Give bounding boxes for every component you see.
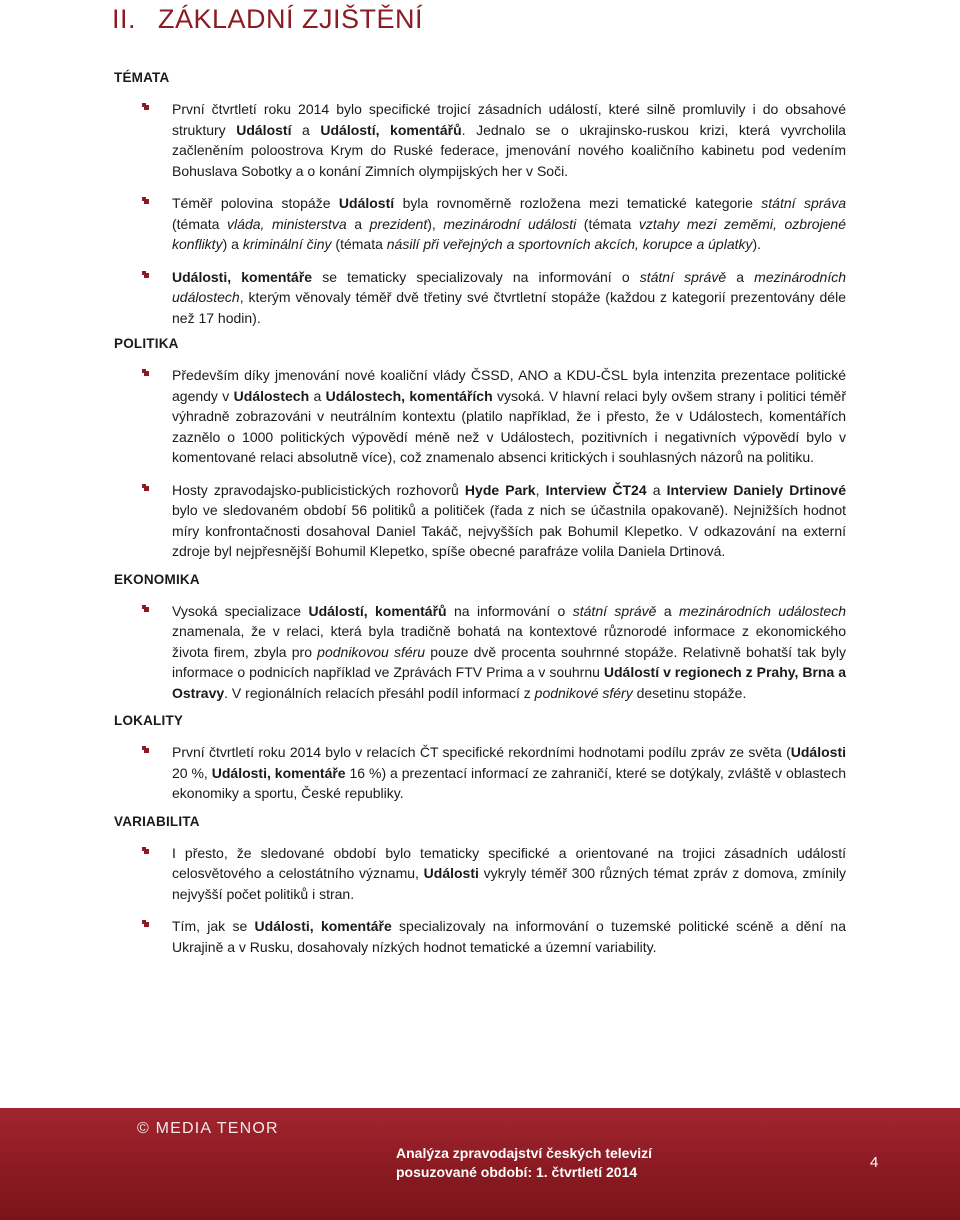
report-period: posuzované období: 1. čtvrtletí 2014	[396, 1164, 638, 1180]
section-politika	[114, 336, 846, 562]
bullet-icon	[144, 486, 149, 491]
section-ekonomika	[114, 572, 846, 704]
section-temata	[114, 70, 846, 328]
bullet-list	[114, 365, 846, 562]
bold-run: Událostí v regionech z Prahy, Brna a Ostravy	[172, 664, 846, 701]
bold-run: Událostí	[338, 195, 395, 211]
report-info	[396, 1144, 652, 1182]
bullet-text: Hosty zpravodajsko-publicistických rozhovorů Hyde Park, Interview ČT24 a Interview Daniely Drtinové bylo ve sledovaném období 56 politiků a političek (řada z nich se účastnila opakovaně). Nejnižších hodnot míry konfrontačnosti dosahoval Daniel Takáč, nejvyšších pak Bohumil Klepetko. V odkazování na externí zdroje byl nejpřesnější Bohumil Klepetko, spíše obecné parafráze volila Daniela Drtinová.	[172, 481, 847, 559]
bullet-list	[114, 843, 846, 958]
bold-run: Hyde Park	[464, 481, 536, 498]
bullet-text: Téměř polovina stopáže Událostí byla rovnoměrně rozložena mezi tematické kategorie státní správa (témata vláda, ministerstva a prezident), mezinárodní události (témata vztahy mezi zeměmi, ozbrojené konflikty) a kriminální činy (témata násilí při veřejných a sportovních akcích, korupce a úplatky).	[172, 195, 846, 252]
italic-run: mezinárodních událostech	[679, 602, 847, 619]
bold-run: Interview ČT24	[545, 481, 647, 498]
bullet-item	[114, 843, 846, 905]
italic-run: vztahy mezi zeměmi, ozbrojené konflikty	[172, 215, 846, 252]
italic-run: kriminální činy	[242, 236, 332, 252]
bullet-icon	[144, 273, 149, 278]
section-heading: POLITIKA	[114, 336, 179, 351]
italic-run: podnikovou sféru	[317, 643, 426, 660]
bullet-text: Především díky jmenování nové koaliční vlády ČSSD, ANO a KDU-ČSL byla intenzita prezentace politické agendy v Událostech a Událostech, komentářích vysoká. V hlavní relaci byly ovšem strany i politici téměř výhradně zobrazováni v neutrálním kontextu (platilo například, že i přesto, že v Událostech, komentářích zaznělo o 1000 politických výpovědí méně než v Událostech, pozitivních i negativních výpovědí bylo v komentované relaci absolutně více), což znamenalo absenci kritických i souhlasných názorů na politiku.	[172, 367, 846, 465]
bullet-item	[114, 267, 846, 329]
section-heading: VARIABILITA	[114, 813, 200, 829]
bullet-icon	[144, 849, 149, 854]
bold-run: Události	[790, 744, 846, 760]
bullet-list	[114, 601, 846, 704]
section-heading: LOKALITY	[114, 713, 184, 728]
bullet-list	[114, 742, 846, 804]
italic-run: státní správě	[639, 268, 727, 285]
bullet-text: I přesto, že sledované období bylo tematicky specifické a orientované na trojici zásadních událostí celosvětového a celostátního významu, Události vykryly téměř 300 různých témat zpráv z domova, zmínily nejvyšší počet politiků i stran.	[172, 844, 846, 902]
bullet-item	[114, 365, 846, 468]
bullet-icon	[144, 922, 149, 927]
section-heading: TÉMATA	[114, 70, 170, 85]
italic-run: násilí při veřejných a sportovních akcích, korupce a úplatky	[386, 236, 753, 252]
italic-run: vláda, ministerstva	[227, 215, 347, 232]
section-lokality	[114, 713, 846, 804]
italic-run: mezinárodních událostech	[172, 268, 846, 305]
bullet-text: Vysoká specializace Událostí, komentářů na informování o státní správě a mezinárodních událostech znamenala, že v relaci, která byla tradičně bohatá na kontextové různorodé informace z ekonomického života firem, zbyla pro podnikovou sféru pouze dvě procenta souhrnné stopáže. Relativně bohatší tak byly informace o podnicích například ve Zprávách FTV Prima a v souhrnu Událostí v regionech z Prahy, Brna a Ostravy. V regionálních relacích přesáhl podíl informací z podnikové sféry desetinu stopáže.	[172, 602, 847, 701]
bold-run: Události, komentáře	[172, 268, 313, 285]
bullet-item	[114, 742, 846, 804]
italic-run: mezinárodní události	[443, 215, 577, 232]
page-footer	[0, 1108, 960, 1220]
bullet-text: Události, komentáře se tematicky specializovaly na informování o státní správě a mezinárodních událostech, kterým věnovaly téměř dvě třetiny své čtvrtletní stopáže (každou z kategorií prezentovány déle než 17 hodin).	[172, 268, 846, 326]
bold-run: Událostí, komentářů	[320, 121, 462, 138]
chapter-title: ZÁKLADNÍ ZJIŠTĚNÍ	[158, 4, 424, 34]
bold-run: Událostí	[236, 121, 292, 138]
italic-run: státní správě	[572, 602, 657, 619]
bold-run: Události, komentáře	[211, 764, 346, 781]
bold-run: Událostech, komentářích	[325, 387, 493, 404]
bullet-item	[114, 916, 846, 957]
bullet-text: Tím, jak se Události, komentáře specializovaly na informování o tuzemské politické scéně a dění na Ukrajině a v Rusku, dosahovaly nízkých hodnot tematické a územní variability.	[172, 918, 846, 955]
chapter-number: II.	[112, 4, 137, 34]
bold-run: Interview Daniely Drtinové	[666, 481, 847, 498]
report-title: Analýza zpravodajství českých televizí	[396, 1145, 653, 1161]
bullet-icon	[144, 105, 149, 110]
bullet-icon	[144, 199, 149, 204]
document-body	[114, 70, 846, 957]
media-tenor-logo: © MEDIA TENOR	[137, 1120, 279, 1137]
page-title	[112, 4, 423, 35]
bullet-list	[114, 99, 846, 328]
bullet-icon	[144, 371, 149, 376]
bold-run: Události	[423, 865, 479, 881]
bullet-item	[114, 99, 846, 181]
bold-run: Událostí, komentářů	[308, 602, 447, 619]
bold-run: Události, komentáře	[254, 918, 392, 934]
italic-run: státní správa	[761, 195, 846, 211]
bullet-icon	[144, 607, 149, 612]
bullet-text: První čtvrtletí roku 2014 bylo specifické trojicí zásadních událostí, které silně promluvily i do obsahové struktury Událostí a Událostí, komentářů. Jednalo se o ukrajinsko-ruskou krizi, která vyvrcholila začleněním poloostrova Krym do Ruské federace, jmenování nového koaličního kabinetu pod vedením Bohuslava Sobotky a o konání Zimních olympijských her v Soči.	[172, 101, 846, 179]
section-heading: EKONOMIKA	[114, 571, 200, 587]
bullet-item	[114, 193, 846, 255]
section-variabilita	[114, 814, 846, 958]
bullet-item	[114, 480, 846, 562]
page-number: 4	[870, 1154, 879, 1171]
italic-run: podnikové sféry	[534, 684, 633, 701]
italic-run: prezident	[369, 215, 428, 232]
bullet-item	[114, 601, 846, 704]
bullet-text: První čtvrtletí roku 2014 bylo v relacích ČT specifické rekordními hodnotami podílu zpráv ze světa (Události 20 %, Události, komentáře 16 %) a prezentací informací ze zahraničí, které se dotýkaly, zvláště v oblastech ekonomiky a sportu, České republiky.	[172, 744, 846, 801]
bullet-icon	[144, 748, 149, 753]
bold-run: Událostech	[233, 387, 310, 404]
